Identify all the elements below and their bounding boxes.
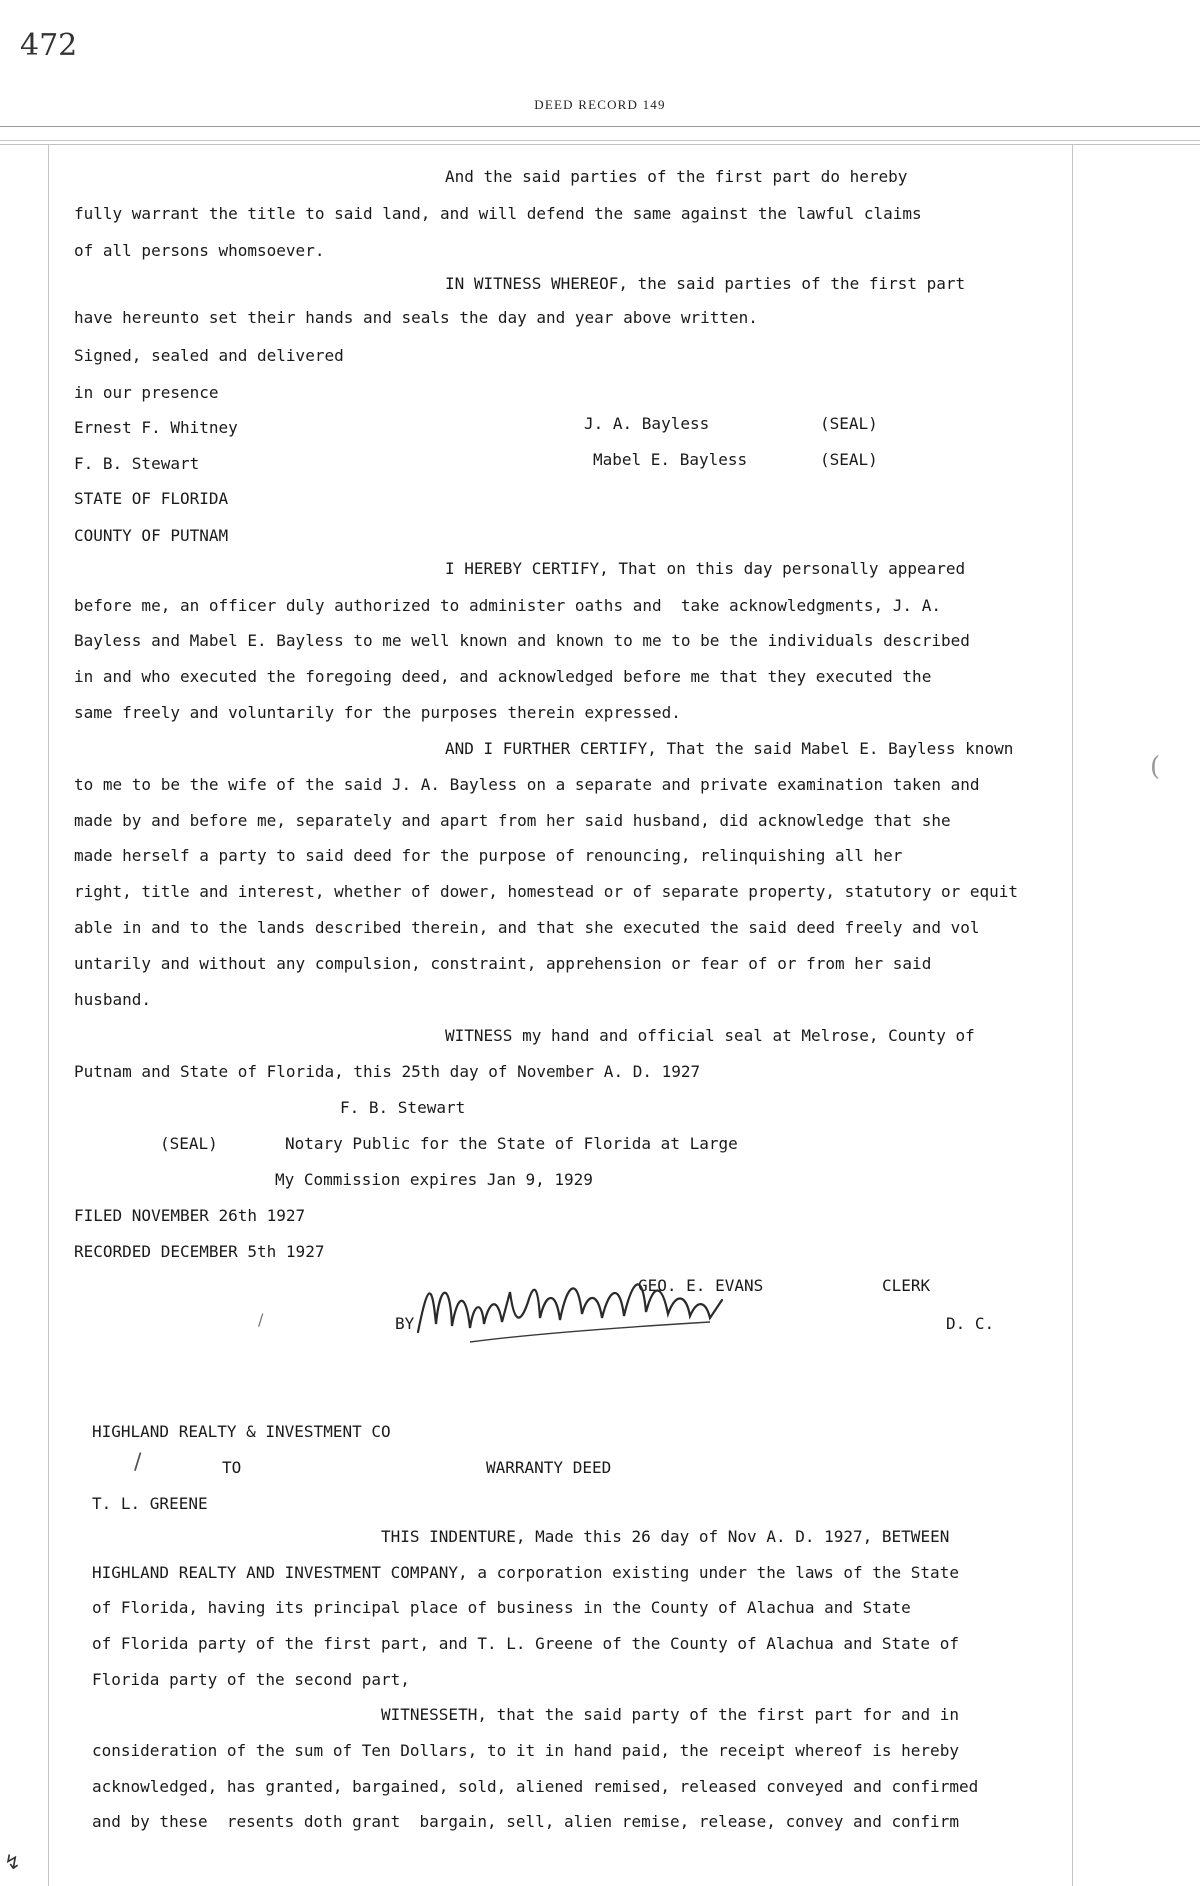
- deed-text-line: CLERK: [882, 1276, 931, 1295]
- deed-text-line: in and who executed the foregoing deed, and acknowledged before me that they executed the: [74, 667, 932, 686]
- deed-text-line: Mabel E. Bayless: [593, 450, 748, 469]
- handwritten-signature-icon: [410, 1262, 790, 1352]
- page-number: 472: [20, 28, 78, 63]
- deed-text-line: (SEAL): [820, 450, 878, 469]
- deed-text-line: WITNESSETH, that the said party of the first part for and in: [381, 1705, 959, 1724]
- deed-text-line: J. A. Bayless: [584, 414, 710, 433]
- deed-text-line: (SEAL): [160, 1134, 218, 1153]
- deed-text-line: WITNESS my hand and official seal at Melrose, County of: [445, 1026, 975, 1045]
- deed-text-line: F. B. Stewart: [74, 454, 200, 473]
- deed-text-line: HIGHLAND REALTY AND INVESTMENT COMPANY, a corporation existing under the laws of the State: [92, 1563, 959, 1582]
- pencil-mark: /: [258, 1310, 264, 1329]
- deed-text-line: GEO. E. EVANS: [638, 1276, 764, 1295]
- deed-text-line: AND I FURTHER CERTIFY, That the said Mabel E. Bayless known: [445, 739, 1014, 758]
- right-margin-rule: [1072, 144, 1073, 1886]
- deed-text-line: (SEAL): [820, 414, 878, 433]
- header-rule-inner: [0, 140, 1200, 141]
- deed-text-line: D. C.: [946, 1314, 995, 1333]
- deed-text-line: in our presence: [74, 383, 219, 402]
- margin-mark: ↯: [4, 1850, 21, 1874]
- deed-text-line: TO: [222, 1458, 242, 1477]
- deed-text-line: to me to be the wife of the said J. A. Bayless on a separate and private examination taken and: [74, 775, 980, 794]
- deed-text-line: My Commission expires Jan 9, 1929: [275, 1170, 593, 1189]
- record-title: DEED RECORD 149: [534, 97, 666, 112]
- deed-text-line: FILED NOVEMBER 26th 1927: [74, 1206, 306, 1225]
- deed-text-line: Putnam and State of Florida, this 25th day of November A. D. 1927: [74, 1062, 701, 1081]
- pen-mark: /: [134, 1450, 142, 1475]
- deed-text-line: COUNTY OF PUTNAM: [74, 526, 229, 545]
- deed-text-line: made by and before me, separately and apart from her said husband, did acknowledge that she: [74, 811, 951, 830]
- deed-text-line: IN WITNESS WHEREOF, the said parties of the first part: [445, 274, 966, 293]
- deed-text-line: WARRANTY DEED: [486, 1458, 612, 1477]
- deed-text-line: husband.: [74, 990, 152, 1009]
- margin-smudge: (: [1150, 752, 1161, 782]
- deed-text-line: STATE OF FLORIDA: [74, 489, 229, 508]
- deed-text-line: consideration of the sum of Ten Dollars, to it in hand paid, the receipt whereof is hereby: [92, 1741, 959, 1760]
- deed-text-line: Bayless and Mabel E. Bayless to me well known and known to me to be the individuals described: [74, 631, 970, 650]
- deed-text-line: and by these resents doth grant bargain, sell, alien remise, release, convey and confirm: [92, 1812, 959, 1831]
- deed-text-line: of Florida, having its principal place of business in the County of Alachua and State: [92, 1598, 911, 1617]
- deed-text-line: T. L. GREENE: [92, 1494, 208, 1513]
- deed-text-line: Florida party of the second part,: [92, 1670, 410, 1689]
- deed-text-line: right, title and interest, whether of dower, homestead or of separate property, statutory or equit: [74, 882, 1019, 901]
- deed-text-line: have hereunto set their hands and seals the day and year above written.: [74, 308, 758, 327]
- deed-text-line: F. B. Stewart: [340, 1098, 466, 1117]
- deed-text-line: Notary Public for the State of Florida at Large: [285, 1134, 738, 1153]
- deed-text-line: HIGHLAND REALTY & INVESTMENT CO: [92, 1422, 391, 1441]
- deed-text-line: able in and to the lands described therein, and that she executed the said deed freely and vol: [74, 918, 980, 937]
- header-rule-inner-2: [0, 144, 1200, 145]
- deed-text-line: BY: [395, 1314, 415, 1333]
- left-margin-rule: [48, 144, 49, 1886]
- deed-text-line: same freely and voluntarily for the purposes therein expressed.: [74, 703, 681, 722]
- deed-text-line: RECORDED DECEMBER 5th 1927: [74, 1242, 325, 1261]
- deed-text-line: Ernest F. Whitney: [74, 418, 238, 437]
- deed-text-line: I HEREBY CERTIFY, That on this day personally appeared: [445, 559, 966, 578]
- deed-text-line: Signed, sealed and delivered: [74, 346, 344, 365]
- deed-text-line: untarily and without any compulsion, constraint, apprehension or fear of or from her said: [74, 954, 932, 973]
- deed-text-line: And the said parties of the first part do hereby: [445, 167, 908, 186]
- deed-text-line: of all persons whomsoever.: [74, 241, 325, 260]
- deed-text-line: fully warrant the title to said land, and will defend the same against the lawful claims: [74, 204, 922, 223]
- deed-text-line: before me, an officer duly authorized to administer oaths and take acknowledgments, J. A.: [74, 596, 941, 615]
- deed-text-line: made herself a party to said deed for the purpose of renouncing, relinquishing all her: [74, 846, 903, 865]
- deed-text-line: of Florida party of the first part, and T. L. Greene of the County of Alachua and State of: [92, 1634, 959, 1653]
- header-rule: [0, 126, 1200, 127]
- deed-text-line: THIS INDENTURE, Made this 26 day of Nov A. D. 1927, BETWEEN: [381, 1527, 950, 1546]
- deed-text-line: acknowledged, has granted, bargained, sold, aliened remised, released conveyed and confirmed: [92, 1777, 979, 1796]
